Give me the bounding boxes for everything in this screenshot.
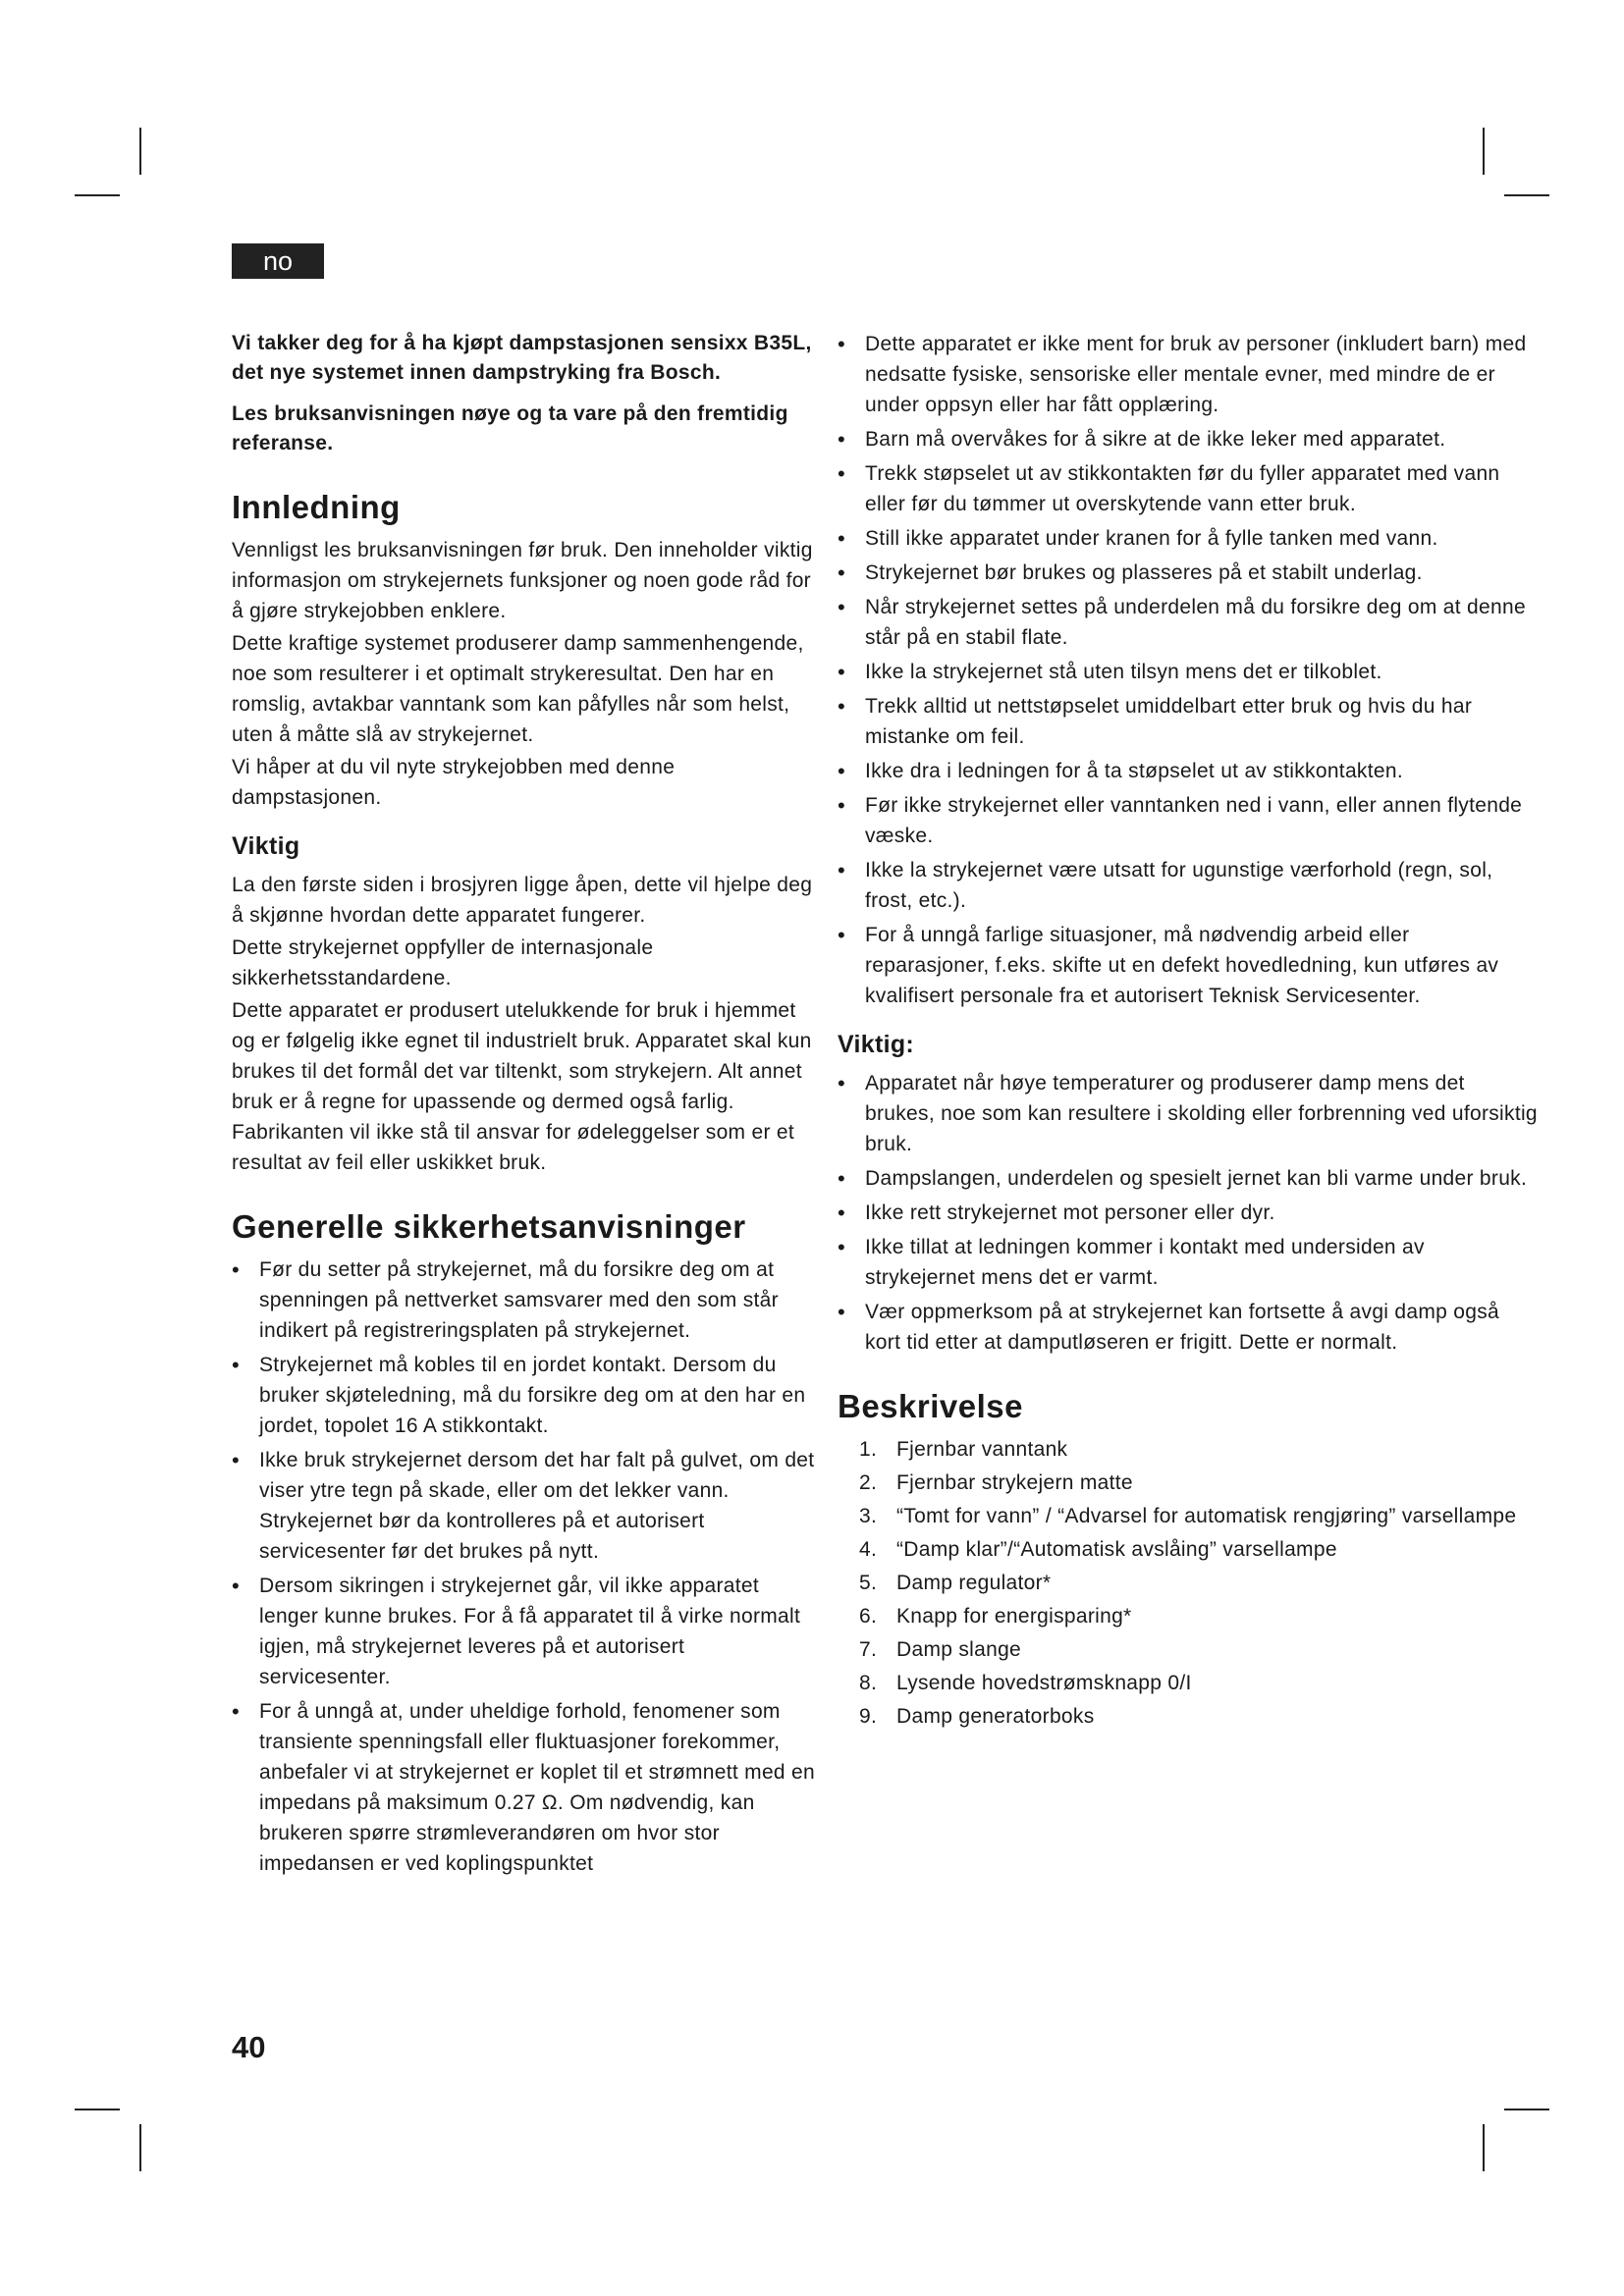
part-item: 4. “Damp klar”/“Automatisk avslåing” varsellampe (859, 1538, 1337, 1561)
section-title-viktig-2: Viktig: (838, 1031, 915, 1058)
crop-mark (1483, 2124, 1485, 2171)
viktig-paragraph: Dette apparatet er produsert utelukkende for bruk i hjemmet og er følgelig ikke egnet til industrielt bruk. Apparatet skal kun brukes til det formål det var tiltenkt, som strykejern. Alt annet bruk er å regne for upassende og dermed også farlig. Fabrikanten vil ikke stå til ansvar for ødeleggelser som er et resultat av feil eller uskikket bruk. (232, 999, 812, 1174)
part-item: 1. Fjernbar vanntank (859, 1438, 1068, 1461)
list-item: • Før ikke strykejernet eller vanntanken ned i vann, eller annen flytende væske. (838, 790, 1539, 851)
list-item: • Ikke dra i ledningen for å ta støpselet ut av stikkontakten. (838, 756, 1539, 786)
left-column (232, 329, 821, 1883)
list-item: • Still ikke apparatet under kranen for å fylle tanken med vann. (838, 523, 1539, 554)
list-item: • Ikke bruk strykejernet dersom det har falt på gulvet, om det viser ytre tegn på skade, eller om det lekker vann. Strykejernet bør da kontrolleres på et autorisert servicesenter før det brukes på nytt. (232, 1445, 821, 1567)
list-item: • Ikke tillat at ledningen kommer i kontakt med undersiden av strykejernet mens det er varmt. (838, 1232, 1539, 1293)
intro-thanks: Vi takker deg for å ha kjøpt dampstasjonen sensixx B35L, det nye systemet innen dampstryking fra Bosch. (232, 332, 812, 384)
crop-mark (139, 128, 141, 175)
list-item: • Trekk alltid ut nettstøpselet umiddelbart etter bruk og hvis du har mistanke om feil. (838, 691, 1539, 752)
list-item: • Dersom sikringen i strykejernet går, vil ikke apparatet lenger kunne brukes. For å få apparatet til å virke normalt igjen, må strykejernet leveres på et autorisert servicesenter. (232, 1571, 821, 1692)
viktig-paragraph: Dette strykejernet oppfyller de internasjonale sikkerhetsstandardene. (232, 936, 654, 989)
part-item: 8. Lysende hovedstrømsknapp 0/I (859, 1672, 1192, 1694)
part-item: 6. Knapp for energisparing* (859, 1605, 1132, 1628)
section-title-innledning: Innledning (232, 489, 401, 525)
warning-list (838, 1068, 1539, 1358)
section-title-viktig: Viktig (232, 832, 300, 860)
safety-list-continued (838, 329, 1539, 1011)
list-item: • Før du setter på strykejernet, må du forsikre deg om at spenningen på nettverket samsvarer med den som står indikert på registreringsplaten på strykejernet. (232, 1255, 821, 1346)
parts-list (838, 1434, 1539, 1732)
part-item: 2. Fjernbar strykejern matte (859, 1471, 1133, 1494)
list-item: • Apparatet når høye temperaturer og produserer damp mens det brukes, noe som kan resultere i skolding eller forbrenning ved uforsiktig bruk. (838, 1068, 1539, 1159)
innledning-paragraph: Vennligst les bruksanvisningen før bruk. Den inneholder viktig informasjon om strykejernets funksjoner og noen gode råd for å gjøre strykejobben enklere. (232, 539, 813, 622)
list-item: • Trekk støpselet ut av stikkontakten før du fyller apparatet med vann eller før du tømmer ut overskytende vann etter bruk. (838, 458, 1539, 519)
crop-mark (1483, 128, 1485, 175)
language-badge: no (232, 243, 324, 279)
crop-mark (139, 2124, 141, 2171)
part-item: 5. Damp regulator* (859, 1572, 1052, 1594)
right-column (838, 329, 1539, 1735)
crop-mark (75, 2109, 120, 2110)
part-item: 7. Damp slange (859, 1638, 1022, 1661)
list-item: • Ikke la strykejernet stå uten tilsyn mens det er tilkoblet. (838, 657, 1539, 687)
list-item: • Ikke rett strykejernet mot personer eller dyr. (838, 1198, 1539, 1228)
innledning-paragraph: Dette kraftige systemet produserer damp sammenhengende, noe som resulterer i et optimalt strykeresultat. Den har en romslig, avtakbar vanntank som kan påfylles når som helst, uten å måtte slå av strykejernet. (232, 632, 804, 746)
list-item: • Dampslangen, underdelen og spesielt jernet kan bli varme under bruk. (838, 1163, 1539, 1194)
viktig-paragraph: La den første siden i brosjyren ligge åpen, dette vil hjelpe deg å skjønne hvordan dette apparatet fungerer. (232, 874, 813, 927)
part-item: 9. Damp generatorboks (859, 1705, 1095, 1728)
innledning-paragraph: Vi håper at du vil nyte strykejobben med denne dampstasjonen. (232, 756, 676, 809)
list-item: • Dette apparatet er ikke ment for bruk av personer (inkludert barn) med nedsatte fysiske, sensoriske eller mentale evner, med mindre de er under oppsyn eller har fått opplæring. (838, 329, 1539, 420)
list-item: • For å unngå farlige situasjoner, må nødvendig arbeid eller reparasjoner, f.eks. skifte ut en defekt hovedledning, kun utføres av kvalifisert personale fra et autorisert Teknisk Servicesenter. (838, 920, 1539, 1011)
section-title-generelle: Generelle sikkerhetsanvisninger (232, 1208, 746, 1245)
list-item: • For å unngå at, under uheldige forhold, fenomener som transiente spenningsfall eller fluktuasjoner forekommer, anbefaler vi at strykejernet er koplet til et strømnett med en impedans på maksimum 0.27 Ω. Om nødvendig, kan brukeren spørre strømleverandøren om hvor stor impedansen er ved koplingspunktet (232, 1696, 821, 1879)
list-item: • Barn må overvåkes for å sikre at de ikke leker med apparatet. (838, 424, 1539, 454)
list-item: • Strykejernet må kobles til en jordet kontakt. Dersom du bruker skjøteledning, må du forsikre deg om at den har en jordet, topolet 16 A stikkontakt. (232, 1350, 821, 1441)
crop-mark (1504, 194, 1549, 196)
list-item: • Når strykejernet settes på underdelen må du forsikre deg om at denne står på en stabil flate. (838, 592, 1539, 653)
crop-mark (1504, 2109, 1549, 2110)
section-title-beskrivelse: Beskrivelse (838, 1388, 1023, 1424)
intro-read-manual: Les bruksanvisningen nøye og ta vare på den fremtidig referanse. (232, 402, 788, 454)
list-item: • Strykejernet bør brukes og plasseres på et stabilt underlag. (838, 558, 1539, 588)
safety-list (232, 1255, 821, 1879)
part-item: 3. “Tomt for vann” / “Advarsel for automatisk rengjøring” varsellampe (859, 1505, 1517, 1527)
crop-mark (75, 194, 120, 196)
list-item: • Vær oppmerksom på at strykejernet kan fortsette å avgi damp også kort tid etter at damputløseren er frigitt. Dette er normalt. (838, 1297, 1539, 1358)
list-item: • Ikke la strykejernet være utsatt for ugunstige værforhold (regn, sol, frost, etc.). (838, 855, 1539, 916)
page-number: 40 (232, 2030, 266, 2064)
